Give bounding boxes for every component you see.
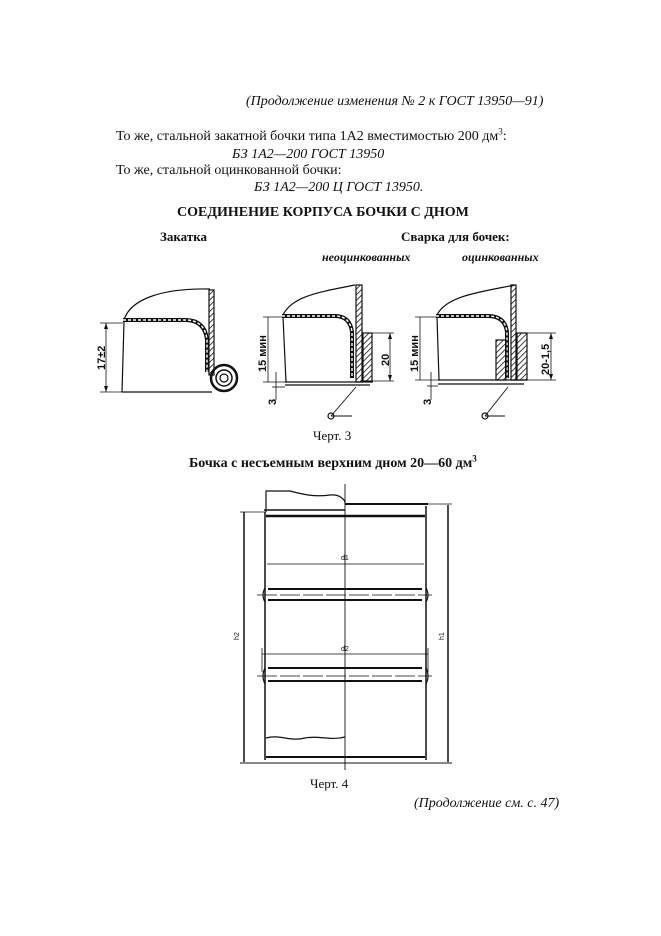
label-rolling: Закатка <box>160 229 207 244</box>
label-welding: Сварка для бочек: <box>401 229 510 244</box>
superscript: 3 <box>498 126 503 137</box>
dim-3-b: 3 <box>422 398 434 405</box>
figure4-caption: Черт. 4 <box>310 776 349 791</box>
dim-15-min-a: 15 мин <box>257 335 269 372</box>
dim-20: 20 <box>380 353 392 366</box>
figure4-title <box>189 453 477 472</box>
dim-3-a: 3 <box>267 398 279 405</box>
label-h2: h2 <box>234 632 241 640</box>
designation-galvanized: БЗ 1А2—200 Ц ГОСТ 13950. <box>254 180 424 195</box>
figure3-caption: Черт. 3 <box>313 428 352 443</box>
dim-rolling-height: 17±2 <box>96 345 108 370</box>
drum-drawing <box>240 484 452 770</box>
paragraph-galvanized-drum: То же, стальной оцинкованной бочки: <box>116 163 342 178</box>
designation-rolled: БЗ 1А2—200 ГОСТ 13950 <box>232 147 385 162</box>
rolling-joint-drawing <box>100 289 237 392</box>
superscript: 3 <box>472 453 477 464</box>
label-h1: h1 <box>439 632 446 640</box>
text: То же, стальной закатной бочки типа 1А2 вместимостью 200 дм <box>116 129 499 144</box>
header-continuation-note: (Продолжение изменения № 2 к ГОСТ 13950—91) <box>246 94 544 109</box>
text: Бочка с несъемным верхним дном 20—60 дм <box>189 456 473 471</box>
weld-galvanized-drawing <box>415 285 556 419</box>
label-galvanized: оцинкованных <box>462 250 539 264</box>
dim-20-tolerance: 20-1,5 <box>540 343 552 375</box>
footer-continuation-note: (Продолжение см. с. 47) <box>414 796 560 811</box>
dim-15-min-b: 15 мин <box>409 335 421 372</box>
section-title: СОЕДИНЕНИЕ КОРПУСА БОЧКИ С ДНОМ <box>177 205 469 220</box>
label-d2: d2 <box>341 646 349 653</box>
weld-ungalvanized-drawing <box>263 285 394 419</box>
label-d1: d1 <box>341 555 349 562</box>
text: : <box>502 129 507 144</box>
label-ungalvanized: неоцинкованных <box>322 250 411 264</box>
